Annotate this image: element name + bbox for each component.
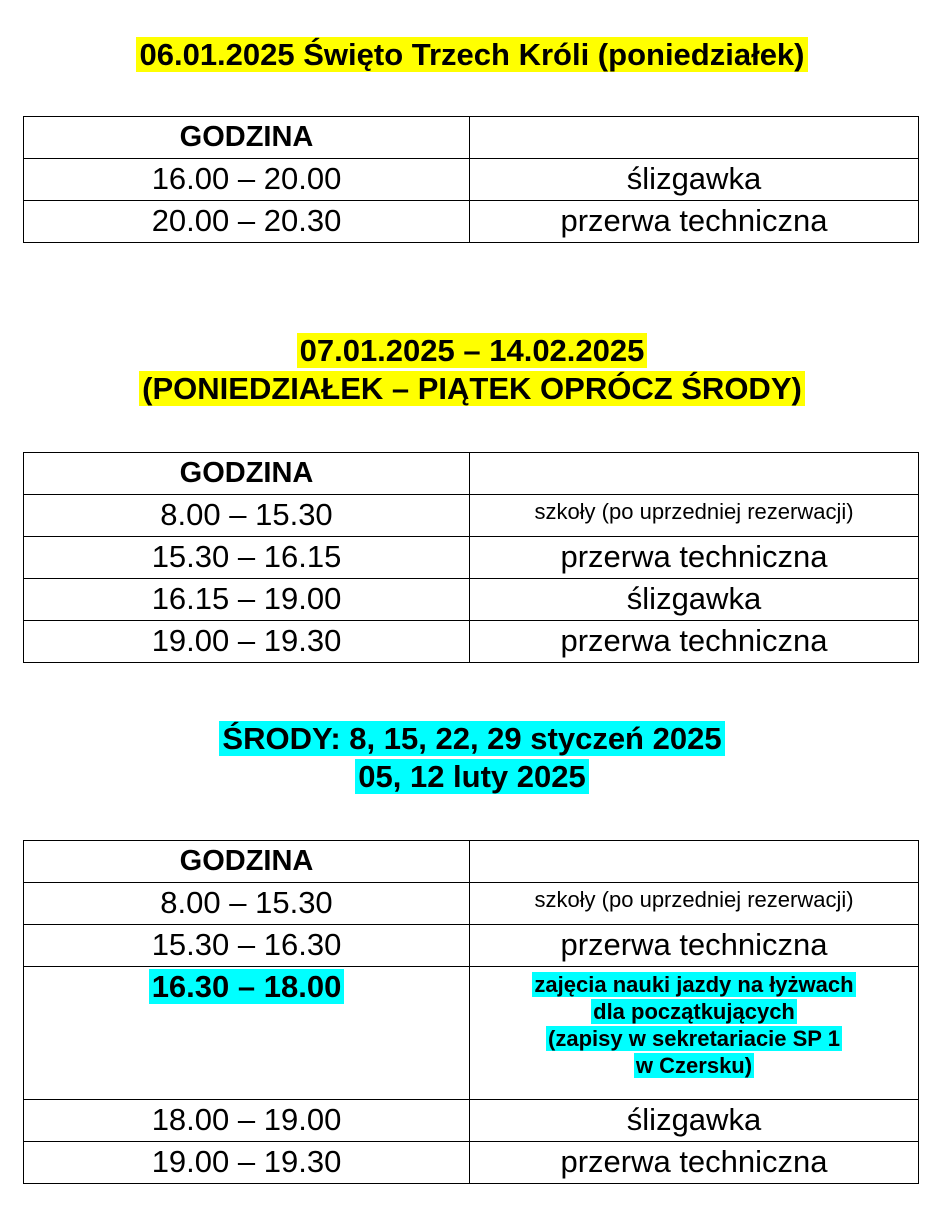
section1-schedule-table [23,116,919,243]
activity-cell: przerwa techniczna [470,537,919,579]
table-header-row [24,117,919,159]
table-row [24,1142,919,1184]
activity-cell: ślizgawka [470,1100,919,1142]
section2-heading-line1: 07.01.2025 – 14.02.2025 [297,333,648,368]
course-line-2: dla początkujących [593,999,795,1024]
time-cell: 16.15 – 19.00 [24,579,470,621]
section1-heading-text: 06.01.2025 Święto Trzech Króli (poniedziałek) [136,37,807,72]
activity-cell: szkoły (po uprzedniej rezerwacji) [470,883,919,925]
time-cell: 8.00 – 15.30 [24,495,470,537]
column-header-empty [470,841,919,883]
activity-cell: przerwa techniczna [470,1142,919,1184]
column-header-godzina: GODZINA [24,453,470,495]
time-cell-course [24,967,470,1100]
table-row-course [24,967,919,1100]
course-line-1: zajęcia nauki jazdy na łyżwach [534,972,854,997]
activity-cell: przerwa techniczna [470,201,919,243]
table-row [24,537,919,579]
time-cell: 15.30 – 16.15 [24,537,470,579]
section1-heading [0,36,944,74]
column-header-empty [470,117,919,159]
section3-schedule-table [23,840,919,1184]
activity-cell: ślizgawka [470,579,919,621]
table-row [24,159,919,201]
section3-heading [0,720,944,796]
table-header-row [24,453,919,495]
section2-schedule-table [23,452,919,663]
column-header-empty [470,453,919,495]
activity-cell-course [470,967,919,1100]
activity-cell: szkoły (po uprzedniej rezerwacji) [470,495,919,537]
time-cell: 15.30 – 16.30 [24,925,470,967]
time-cell: 8.00 – 15.30 [24,883,470,925]
column-header-godzina: GODZINA [24,841,470,883]
table-row [24,925,919,967]
activity-cell: przerwa techniczna [470,621,919,663]
time-cell: 18.00 – 19.00 [24,1100,470,1142]
time-cell: 19.00 – 19.30 [24,1142,470,1184]
time-cell-highlight: 16.30 – 18.00 [149,969,345,1004]
time-cell: 20.00 – 20.30 [24,201,470,243]
section2-heading [0,332,944,408]
course-line-3: (zapisy w sekretariacie SP 1 [548,1026,840,1051]
section3-heading-line1: ŚRODY: 8, 15, 22, 29 styczeń 2025 [219,721,724,756]
activity-cell: przerwa techniczna [470,925,919,967]
column-header-godzina: GODZINA [24,117,470,159]
time-cell: 16.00 – 20.00 [24,159,470,201]
section2-heading-line2: (PONIEDZIAŁEK – PIĄTEK OPRÓCZ ŚRODY) [139,371,805,406]
table-row [24,621,919,663]
course-line-4: w Czersku) [635,1053,753,1078]
activity-cell: ślizgawka [470,159,919,201]
table-header-row [24,841,919,883]
table-row [24,1100,919,1142]
table-row [24,495,919,537]
table-row [24,883,919,925]
time-cell: 19.00 – 19.30 [24,621,470,663]
section3-heading-line2: 05, 12 luty 2025 [355,759,589,794]
table-row [24,579,919,621]
table-row [24,201,919,243]
